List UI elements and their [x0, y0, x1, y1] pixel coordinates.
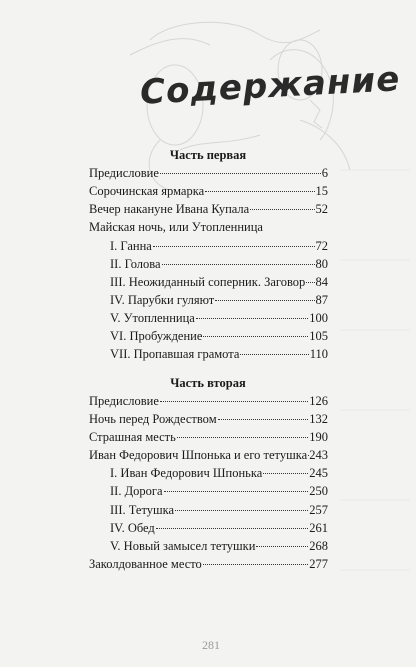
toc-entry[interactable] [110, 239, 328, 257]
toc-entry[interactable] [89, 184, 328, 202]
toc-entry-label: V. Новый замысел тетушки [110, 539, 256, 553]
toc-entry-page: 110 [309, 347, 328, 361]
toc-entry-page: 190 [309, 430, 328, 444]
toc-entry-label: V. Утопленница [110, 311, 195, 325]
toc-entry[interactable] [110, 311, 328, 329]
toc-entry-page: 52 [315, 202, 328, 216]
leader-dots [162, 264, 315, 265]
toc-entry-page: 105 [309, 329, 328, 343]
toc-entry-page: 15 [315, 184, 328, 198]
toc-entry-label: Предисловие [89, 166, 159, 180]
toc-entry-page: 87 [315, 293, 328, 307]
toc-entry-label: I. Иван Федорович Шпонька [110, 466, 263, 480]
toc-entry[interactable] [110, 293, 328, 311]
toc-entry[interactable] [89, 557, 328, 575]
toc-entry-label: IV. Парубки гуляют [110, 293, 215, 307]
toc-entry[interactable] [110, 466, 328, 484]
leader-dots [175, 510, 308, 511]
contents-heading: Содержание [139, 59, 402, 113]
leader-dots [306, 282, 314, 283]
toc-entry-label: Ночь перед Рождеством [89, 412, 217, 426]
toc-entry[interactable] [110, 347, 328, 365]
toc-entry-page: 243 [309, 448, 328, 462]
toc-entry[interactable] [110, 539, 328, 557]
toc-entry[interactable] [89, 430, 328, 448]
toc-entry-label: Страшная месть [89, 430, 176, 444]
leader-dots [240, 354, 308, 355]
part-two-title: Часть вторая [170, 376, 246, 390]
toc-entry-label: III. Тетушка [110, 503, 175, 517]
toc-entry[interactable] [89, 394, 328, 412]
leader-dots [203, 564, 308, 565]
toc-entry-page: 126 [309, 394, 328, 408]
leader-dots [215, 300, 314, 301]
toc-entry-label: II. Голова [110, 257, 161, 271]
part-one-title: Часть первая [169, 148, 247, 162]
leader-dots [153, 246, 315, 247]
toc-entry-label: VII. Пропавшая грамота [110, 347, 240, 361]
leader-dots [250, 209, 314, 210]
toc-entry-label: IV. Обед [110, 521, 155, 535]
toc-entry-label: Майская ночь, или Утопленница [89, 220, 263, 234]
toc-entry-label: Предисловие [89, 394, 159, 408]
toc-entry-label: Сорочинская ярмарка [89, 184, 205, 198]
toc-entry-page: 250 [309, 484, 328, 498]
toc-entry-label: VI. Пробуждение [110, 329, 203, 343]
toc-entry[interactable] [110, 257, 328, 275]
toc-entry-page: 261 [309, 521, 328, 535]
toc-entry-label: II. Дорога [110, 484, 163, 498]
toc-entry-page: 245 [309, 466, 328, 480]
leader-dots [177, 437, 308, 438]
leader-dots [160, 401, 308, 402]
leader-dots [156, 528, 308, 529]
toc-entry-page: 268 [309, 539, 328, 553]
toc-entry-page: 72 [315, 239, 328, 253]
toc-entry[interactable] [110, 275, 328, 293]
toc-entry[interactable] [89, 448, 328, 466]
toc-entry[interactable] [89, 166, 328, 184]
toc-entry[interactable] [110, 521, 328, 539]
toc-entry-page: 100 [309, 311, 328, 325]
toc-entry-page: 277 [309, 557, 328, 571]
toc-entry[interactable] [110, 503, 328, 521]
leader-dots [263, 473, 308, 474]
page-number: 281 [202, 638, 220, 652]
toc-entry[interactable] [89, 202, 328, 220]
toc-entry-page: 257 [309, 503, 328, 517]
toc-entry-label: Заколдованное место [89, 557, 202, 571]
leader-dots [160, 173, 321, 174]
toc-section-heading[interactable] [89, 220, 328, 238]
toc-entry-label: Вечер накануне Ивана Купала [89, 202, 250, 216]
toc-entry-label: I. Ганна [110, 239, 152, 253]
leader-dots [164, 491, 309, 492]
toc-entry[interactable] [89, 412, 328, 430]
leader-dots [256, 546, 308, 547]
toc-entry-page: 6 [321, 166, 328, 180]
toc-entry-page: 84 [315, 275, 328, 289]
leader-dots [205, 191, 314, 192]
toc-entry-label: III. Неожиданный соперник. Заговор [110, 275, 306, 289]
leader-dots [196, 318, 308, 319]
toc-entry-label: Иван Федорович Шпонька и его тетушка [89, 448, 308, 462]
toc-entry-page: 132 [309, 412, 328, 426]
toc-entry-page: 80 [315, 257, 328, 271]
leader-dots [218, 419, 309, 420]
leader-dots [203, 336, 308, 337]
toc-entry[interactable] [110, 484, 328, 502]
toc-entry[interactable] [110, 329, 328, 347]
